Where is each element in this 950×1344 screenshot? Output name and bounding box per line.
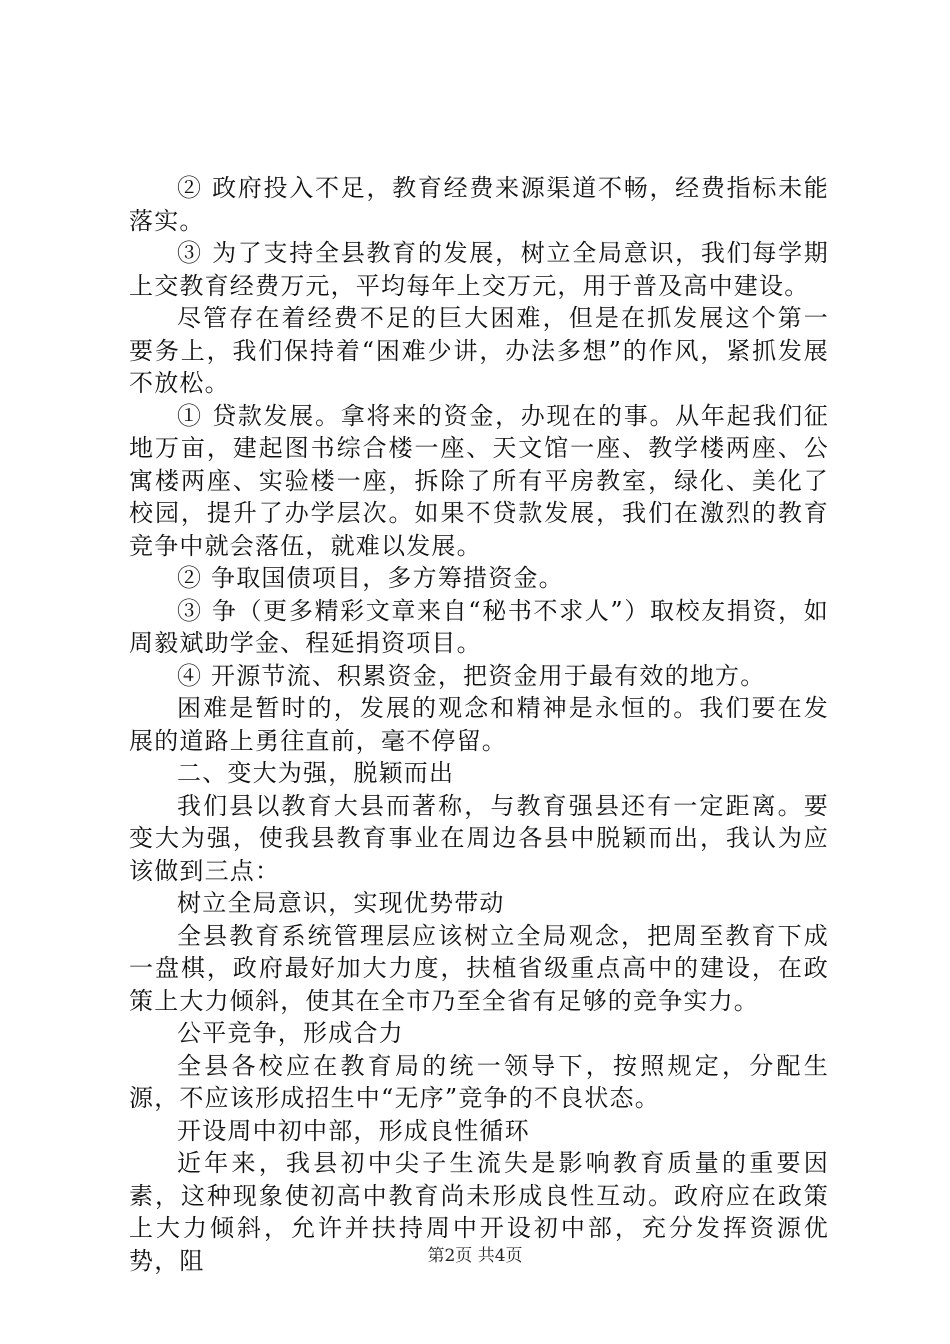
- paragraph: 近年来，我县初中尖子生流失是影响教育质量的重要因素，这种现象使初高中教育尚未形成良性互动。政府应在政策上大力倾斜，允许并扶持周中开设初中部，充分发挥资源优势，阻: [129, 1149, 829, 1275]
- paragraph: ③ 争（更多精彩文章来自“秘书不求人”）取校友捐资，如周毅斌助学金、程延捐资项目。: [129, 596, 829, 657]
- paragraph: 全县各校应在教育局的统一领导下，按照规定，分配生源，不应该形成招生中“无序”竞争的不良状态。: [129, 1051, 829, 1112]
- paragraph: 尽管存在着经费不足的巨大困难，但是在抓发展这个第一要务上，我们保持着“困难少讲，办法多想”的作风，紧抓发展不放松。: [129, 304, 829, 397]
- paragraph: ② 争取国债项目，多方筹措资金。: [177, 564, 564, 592]
- page-number-footer: 第2页 共4页: [427, 1246, 523, 1266]
- paragraph: ② 政府投入不足，教育经费来源渠道不畅，经费指标未能落实。: [129, 174, 829, 235]
- paragraph: ③ 为了支持全县教育的发展，树立全局意识，我们每学期上交教育经费万元，平均每年上交万元，用于普及高中建设。: [129, 239, 829, 300]
- paragraph: 我们县以教育大县而著称，与教育强县还有一定距离。要变大为强，使我县教育事业在周边各县中脱颖而出，我认为应该做到三点：: [129, 791, 829, 885]
- paragraph: 困难是暂时的，发展的观念和精神是永恒的。我们要在发展的道路上勇往直前，毫不停留。: [129, 694, 829, 755]
- section-heading: 二、变大为强，脱颖而出: [177, 759, 455, 787]
- document-body: [129, 172, 829, 1277]
- subheading: 开设周中初中部，形成良性循环: [177, 1116, 530, 1145]
- paragraph: ① 贷款发展。拿将来的资金，办现在的事。从年起我们征地万亩，建起图书综合楼一座、天文馆一座、教学楼两座、公寓楼两座、实验楼一座，拆除了所有平房教室，绿化、美化了校园，提升了办学层次。如果不贷款发展，我们在激烈的教育竞争中就会落伍，就难以发展。: [129, 401, 829, 560]
- subheading: 公平竞争，形成合力: [177, 1019, 404, 1047]
- subheading: 树立全局意识，实现优势带动: [177, 889, 505, 917]
- paragraph: 全县教育系统管理层应该树立全局观念，把周至教育下成一盘棋，政府最好加大力度，扶植省级重点高中的建设，在政策上大力倾斜，使其在全市乃至全省有足够的竞争实力。: [129, 921, 829, 1015]
- paragraph: ④ 开源节流、积累资金，把资金用于最有效的地方。: [177, 661, 766, 690]
